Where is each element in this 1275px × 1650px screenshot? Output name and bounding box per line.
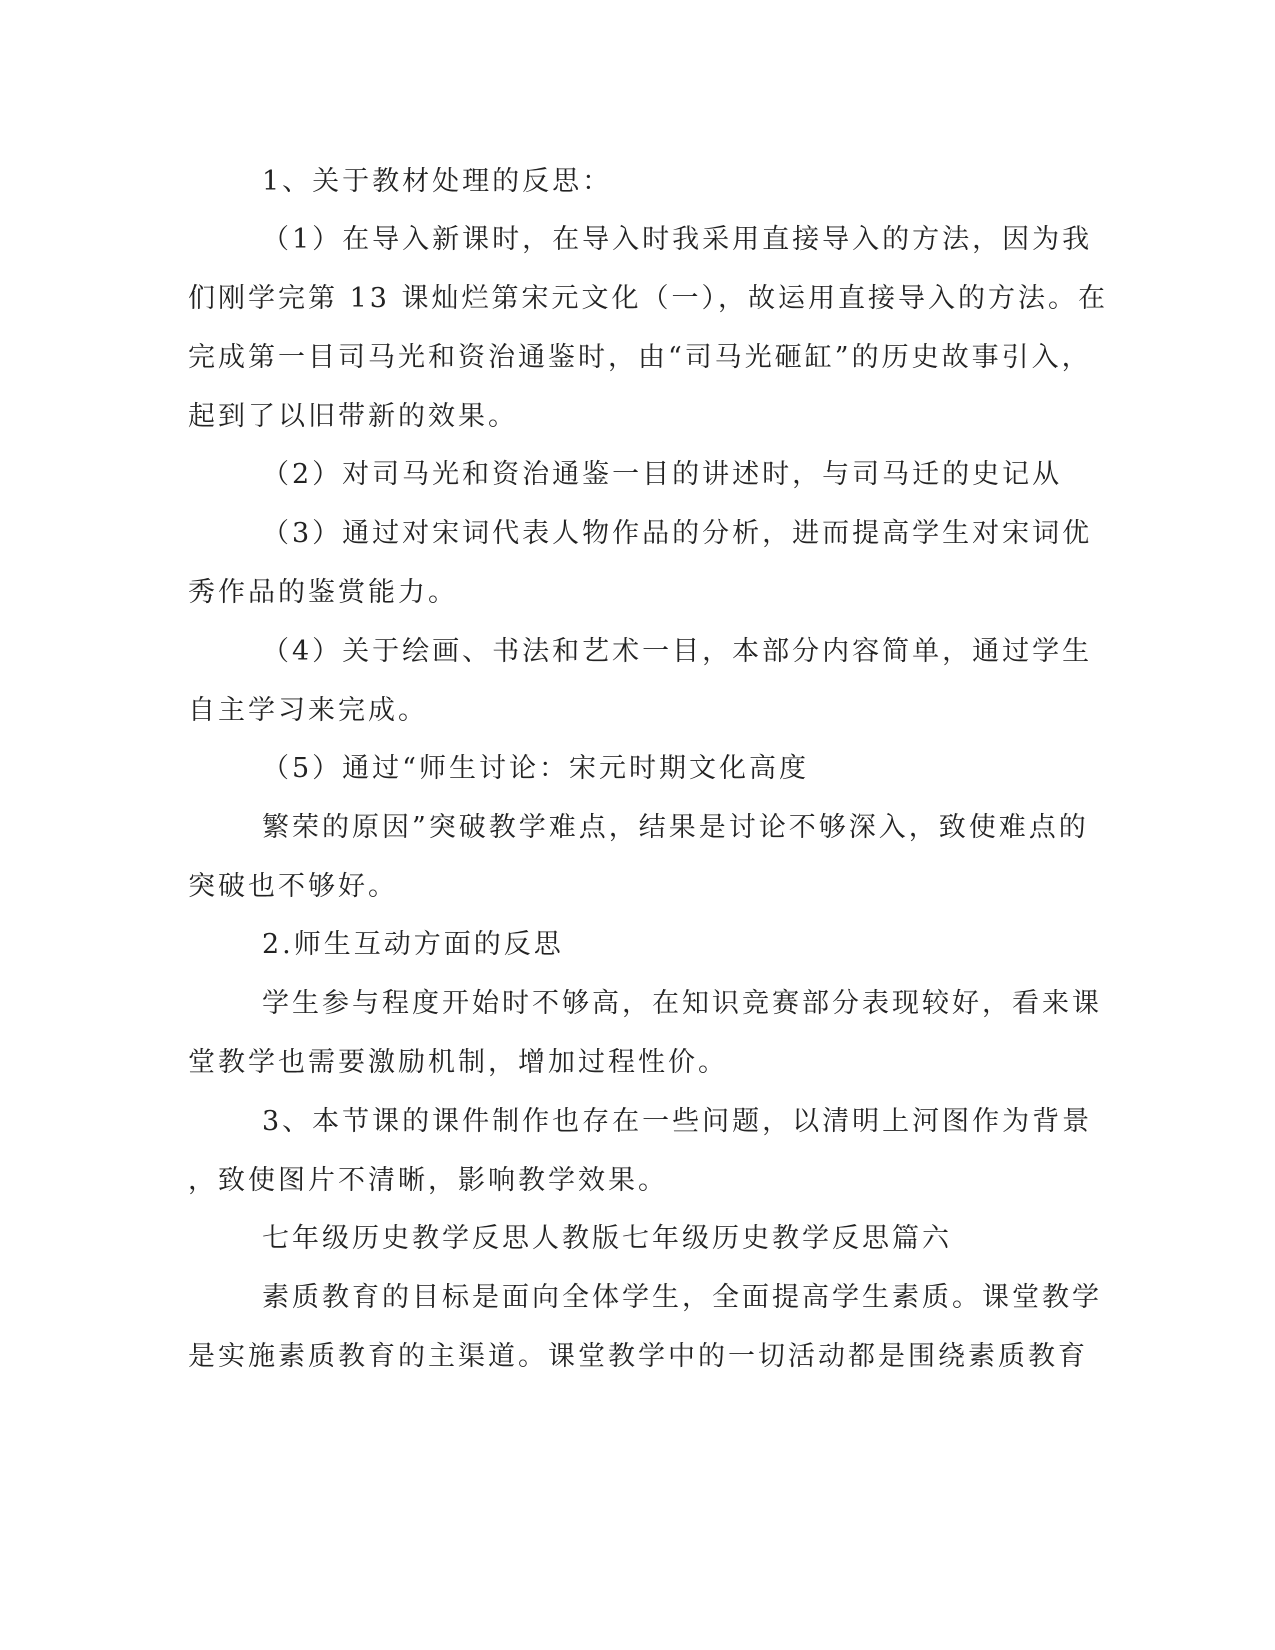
text-line: （2）对司马光和资治通鉴一目的讲述时，与司马迁的史记从 [262, 459, 1063, 490]
text-line: 1、关于教材处理的反思： [262, 166, 613, 197]
text-line: 堂教学也需要激励机制，增加过程性价。 [188, 1047, 728, 1078]
text-line: （4）关于绘画、书法和艺术一目，本部分内容简单，通过学生 [262, 636, 1093, 667]
text-line: 们刚学完第 13 课灿烂第宋元文化（一），故运用直接导入的方法。在 [188, 283, 1109, 314]
text-line: 完成第一目司马光和资治通鉴时，由“司马光砸缸”的历史故事引入， [188, 342, 1092, 373]
text-line: （5）通过“师生讨论：宋元时期文化高度 [262, 753, 809, 784]
text-line: （1）在导入新课时，在导入时我采用直接导入的方法，因为我 [262, 224, 1093, 255]
text-line: 自主学习来完成。 [188, 695, 428, 726]
section-title: 七年级历史教学反思人教版七年级历史教学反思篇六 [262, 1223, 952, 1254]
text-line: 繁荣的原因”突破教学难点，结果是讨论不够深入，致使难点的 [262, 812, 1089, 843]
text-line: （3）通过对宋词代表人物作品的分析，进而提高学生对宋词优 [262, 518, 1093, 549]
text-line: 起到了以旧带新的效果。 [188, 401, 518, 432]
text-line: 素质教育的目标是面向全体学生，全面提高学生素质。课堂教学 [262, 1282, 1102, 1313]
text-line: 是实施素质教育的主渠道。课堂教学中的一切活动都是围绕素质教育 [188, 1341, 1088, 1372]
text-line: 突破也不够好。 [188, 871, 398, 902]
text-line: ，致使图片不清晰，影响教学效果。 [188, 1165, 668, 1196]
text-line: 3、本节课的课件制作也存在一些问题，以清明上河图作为背景 [262, 1106, 1093, 1137]
text-line: 学生参与程度开始时不够高，在知识竞赛部分表现较好，看来课 [262, 988, 1102, 1019]
section-heading: 2.师生互动方面的反思 [262, 929, 564, 960]
text-line: 秀作品的鉴赏能力。 [188, 577, 458, 608]
